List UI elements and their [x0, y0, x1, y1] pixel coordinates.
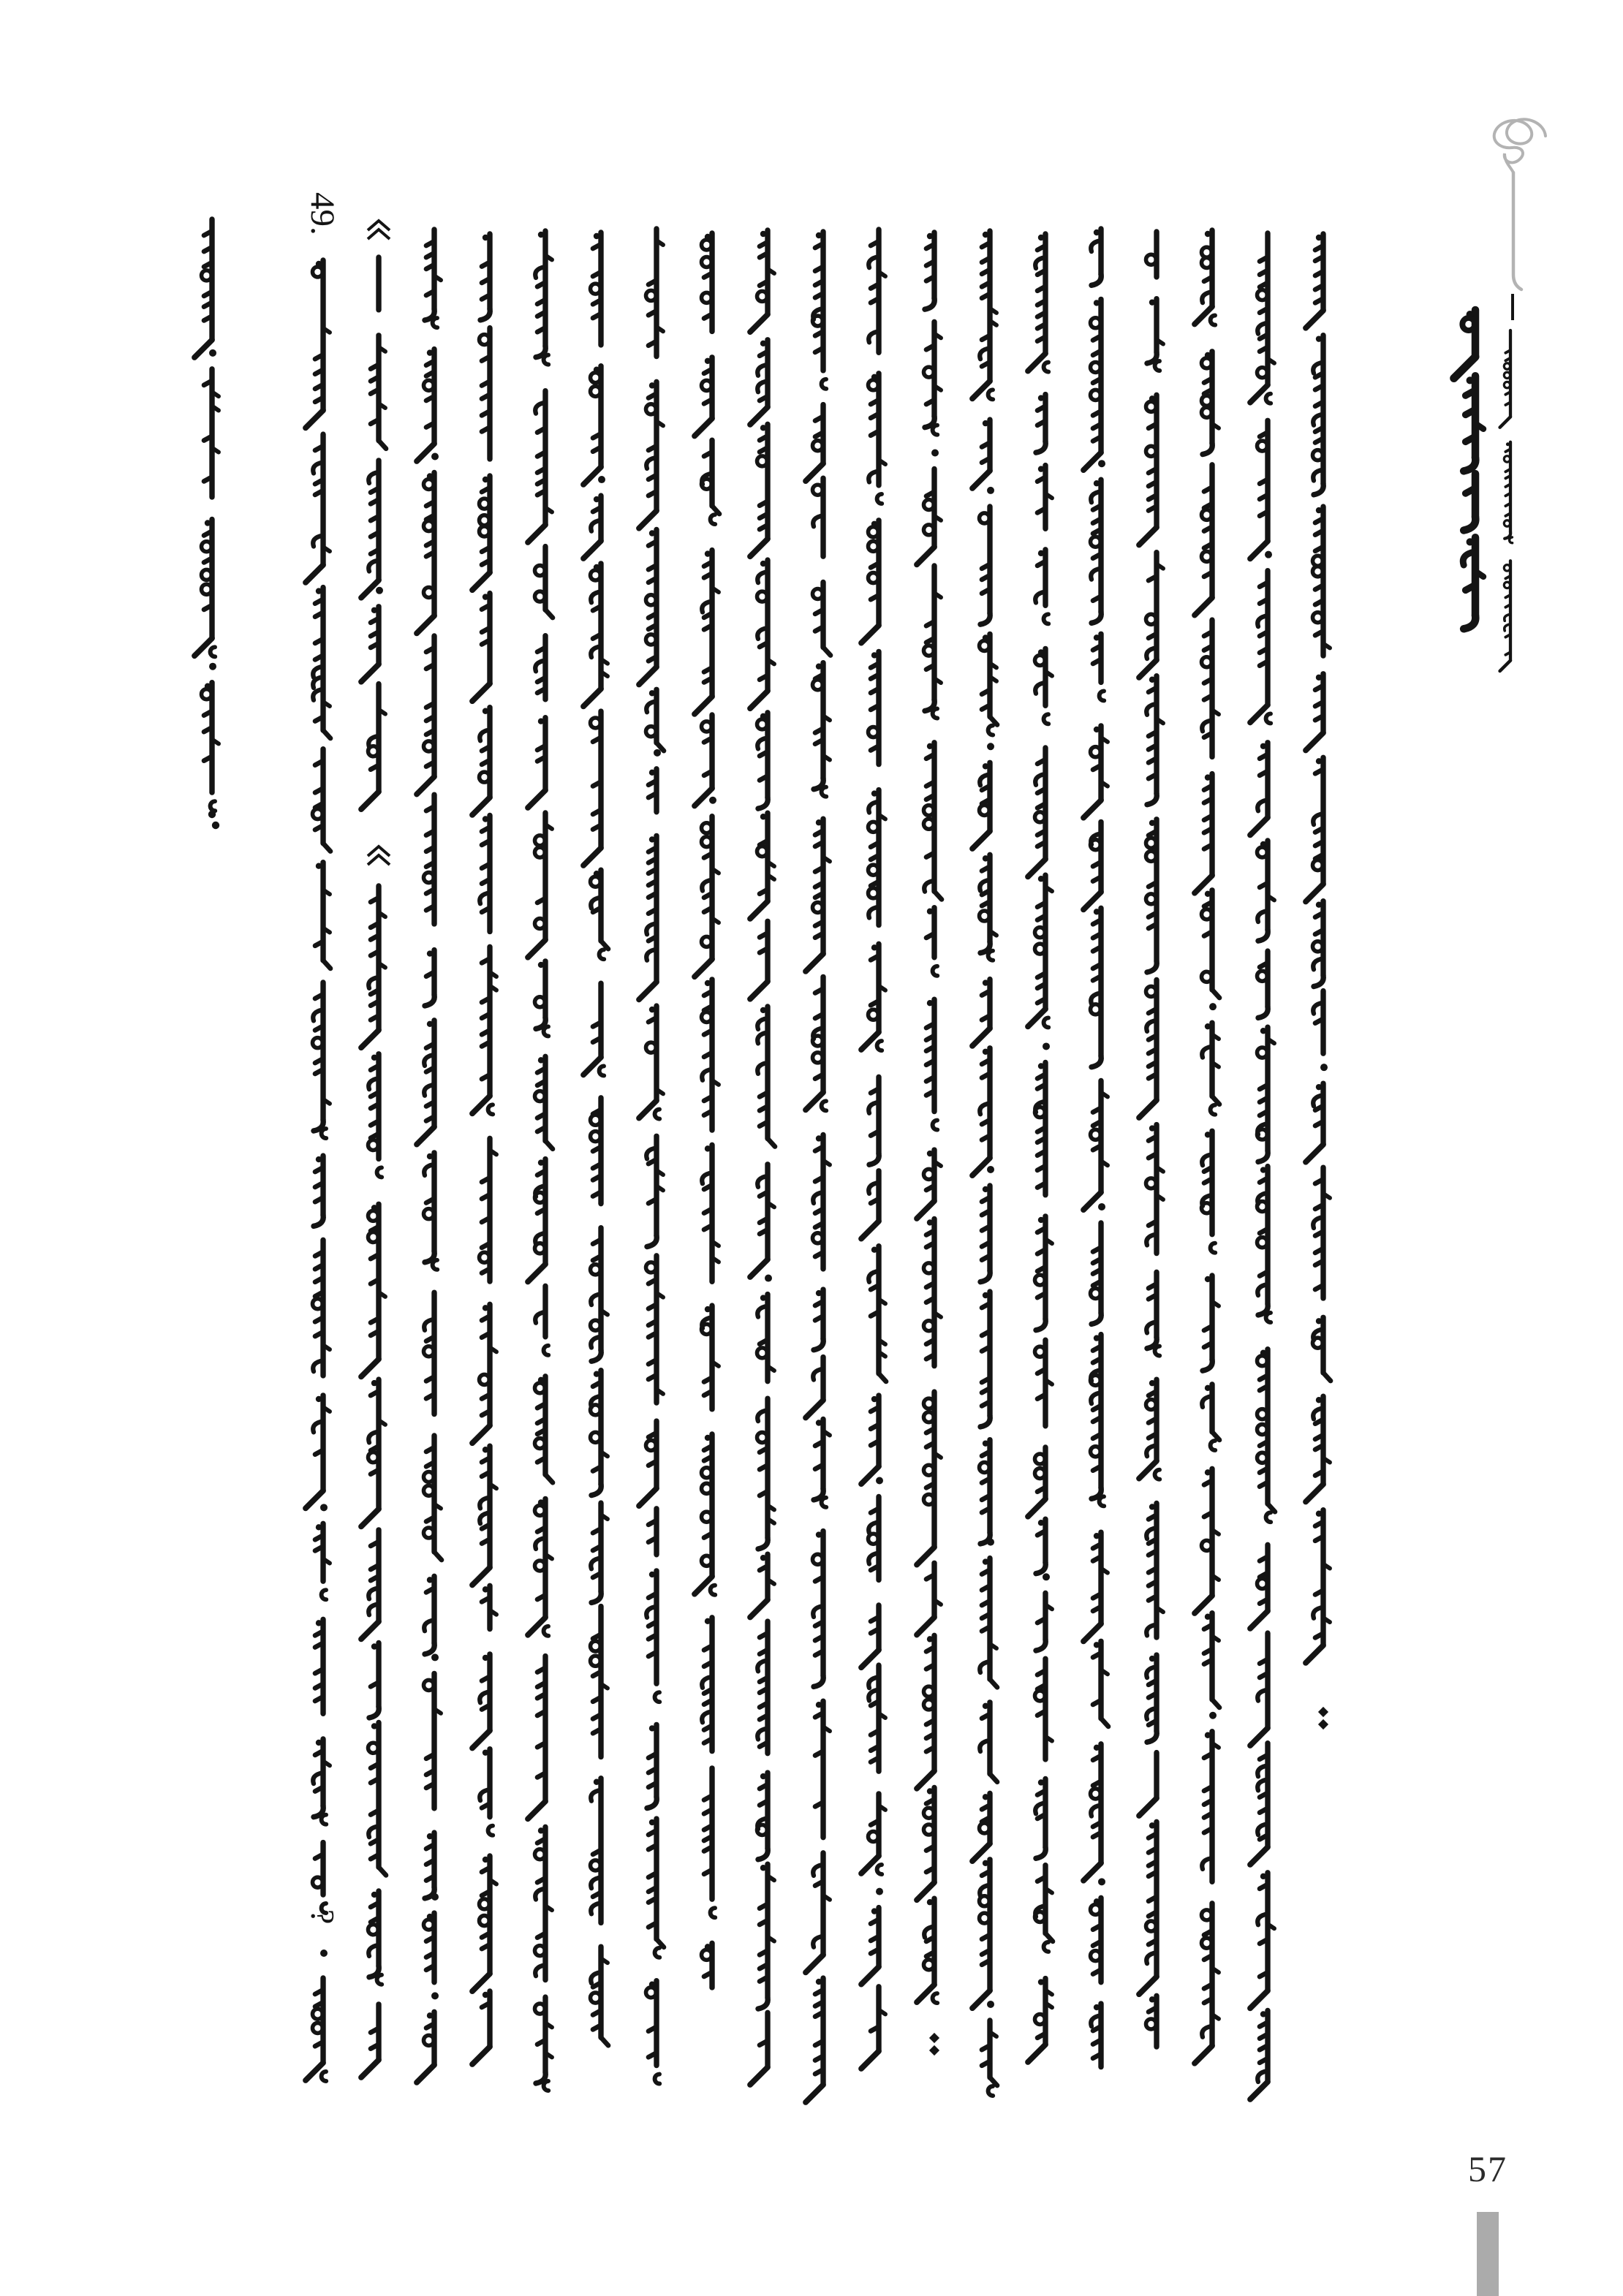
flourish-icon [1494, 119, 1546, 173]
colon-diamond [929, 2033, 939, 2043]
text-column [972, 231, 997, 2096]
text-column [361, 221, 390, 2077]
page-number: 57 [1468, 2148, 1507, 2189]
middle-dot [320, 1950, 328, 1957]
text-column [1028, 234, 1053, 2062]
header-dash [1511, 294, 1514, 320]
text-column [583, 232, 608, 2045]
text-column [695, 233, 719, 1988]
quote-bracket-icon [368, 230, 390, 239]
item-number: 49. [303, 192, 341, 235]
page-edge-tab [1477, 2212, 1499, 2296]
text-column [528, 231, 553, 2091]
text-column [1139, 232, 1163, 2047]
full-stop-dots [208, 811, 216, 818]
text-column [639, 229, 664, 2084]
full-stop-dots [212, 822, 219, 829]
text-column [194, 219, 219, 829]
text-column [472, 234, 496, 2064]
header-rule [1513, 173, 1521, 289]
text-column [750, 230, 775, 2085]
section-title-column [1454, 310, 1483, 629]
colon-diamond [1318, 1719, 1328, 1729]
text-column [806, 232, 831, 2102]
text-column [861, 230, 886, 2069]
book-title-column [1500, 330, 1513, 671]
quote-bracket-icon [368, 855, 390, 865]
question-mark: ? [304, 1909, 341, 1925]
text-column [1083, 229, 1108, 2067]
colon-diamond [1318, 1707, 1328, 1717]
text-column [303, 192, 341, 2081]
text-column [1250, 233, 1275, 2099]
text-column [1306, 234, 1331, 1729]
header-ornament [1494, 119, 1546, 320]
colon-diamond [929, 2045, 939, 2056]
text-column [917, 232, 942, 2056]
text-column [1195, 230, 1219, 2064]
text-column [417, 230, 442, 2083]
